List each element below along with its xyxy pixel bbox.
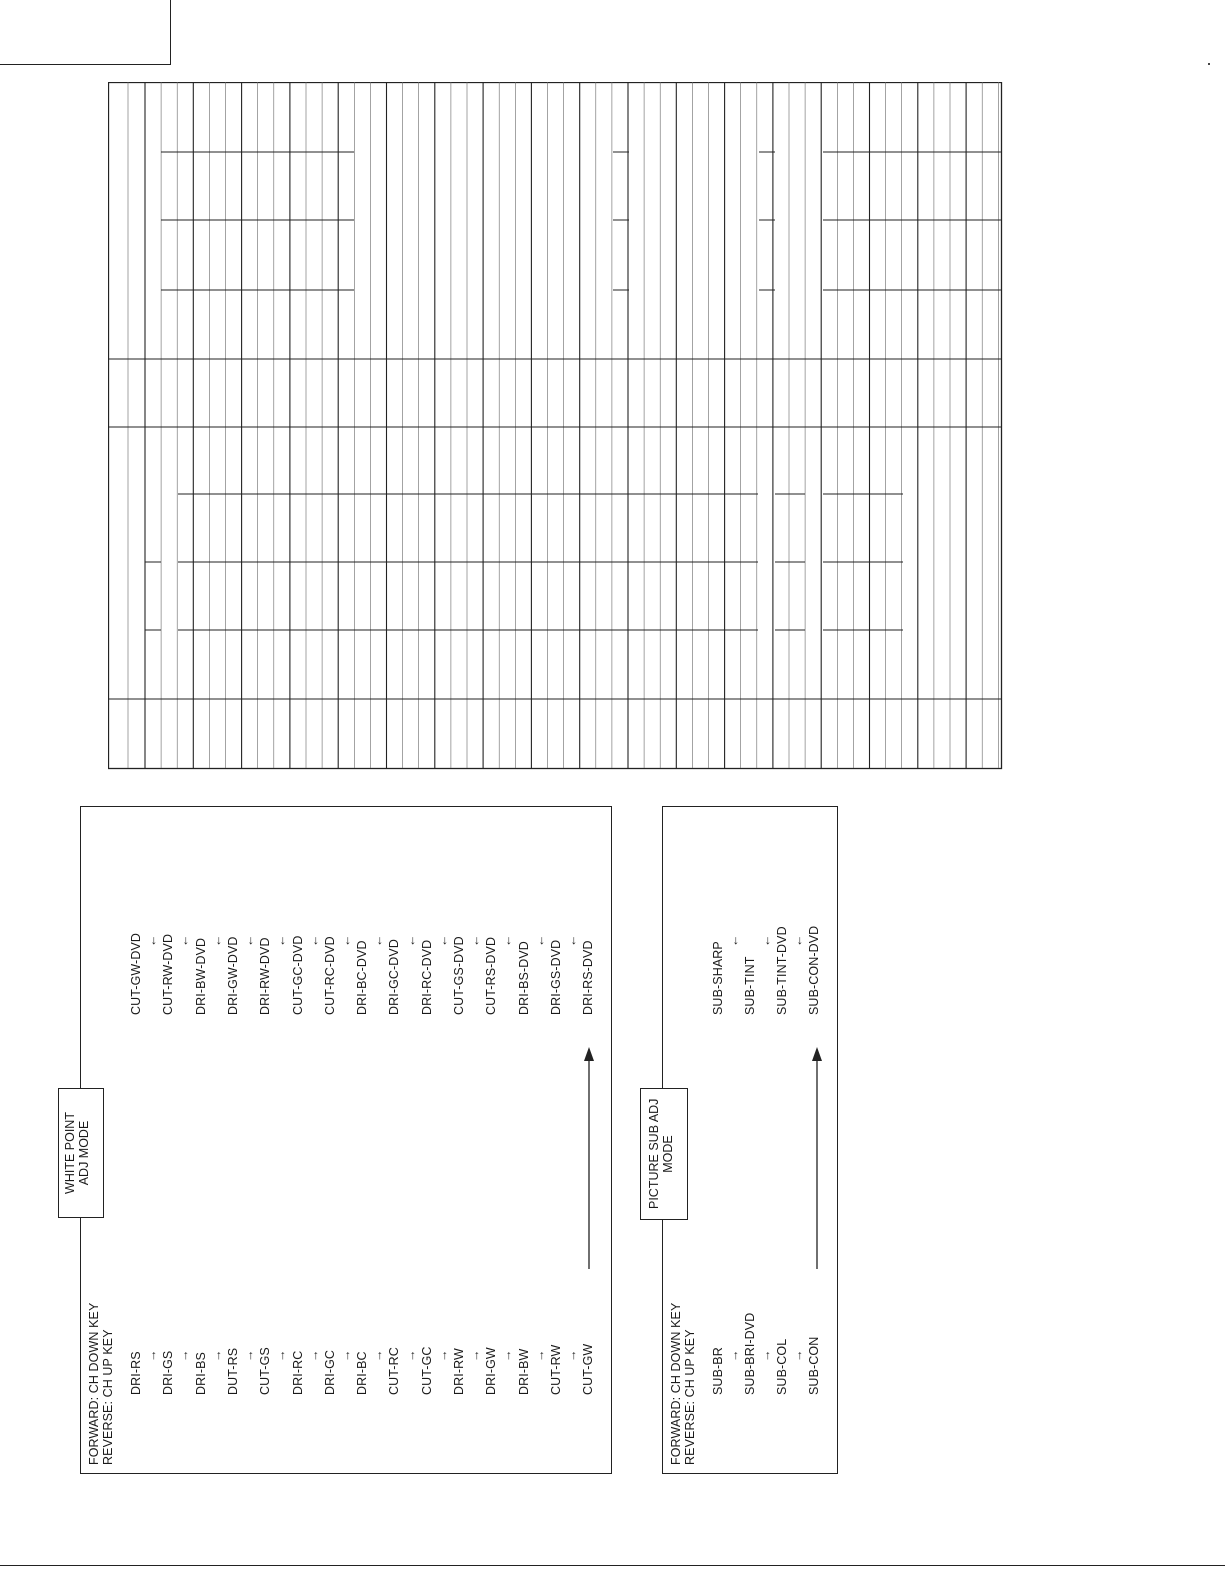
white-point-forward-item: DRI-BW [516,1348,531,1395]
white-point-forward-arrow: → [371,1349,386,1362]
white-point-forward-arrow: → [209,1349,224,1362]
white-point-forward-arrow: → [500,1349,515,1362]
white-point-return-arrow [581,1047,601,1277]
white-point-reverse-arrow: ← [565,934,580,947]
white-point-title-line1: WHITE POINT [63,1112,77,1194]
white-point-forward-item: DRI-RC [290,1350,305,1395]
white-point-forward-item: DRI-GW [484,1347,499,1395]
white-point-forward-item: CUT-RC [387,1347,402,1395]
picture-sub-reverse-arrow: ← [759,934,773,947]
white-point-panel [80,806,612,1474]
white-point-forward-item: DUT-RS [225,1347,240,1395]
white-point-forward-item: CUT-GW [581,1343,596,1395]
picture-sub-title-box [640,1088,688,1220]
white-point-forward-arrow: → [274,1349,289,1362]
white-point-reverse-arrow: ← [435,934,450,947]
white-point-forward-item: CUT-RW [548,1344,563,1395]
white-point-forward-arrow: → [338,1349,353,1362]
white-point-forward-item: DRI-GS [161,1350,176,1395]
white-point-forward-arrow: → [532,1349,547,1362]
picture-sub-panel [662,806,838,1474]
white-point-reverse-item: CUT-GC-DVD [290,935,305,1015]
picture-sub-forward-arrow: → [791,1349,805,1362]
white-point-forward-item: DRI-BC [355,1351,370,1395]
grid-frame [109,83,1002,769]
picture-sub-reverse-label: REVERSE: CH UP KEY [683,1329,697,1465]
picture-sub-forward-arrow: → [759,1349,773,1362]
white-point-reverse-label: REVERSE: CH UP KEY [101,1329,115,1465]
white-point-forward-item: DRI-RW [452,1348,466,1395]
white-point-reverse-item: DRI-GC-DVD [387,939,402,1015]
white-point-reverse-item: DRI-BS-DVD [516,941,531,1015]
white-point-reverse-arrow: ← [145,934,160,947]
picture-sub-title-line2: MODE [661,1135,675,1173]
picture-sub-title-line1: PICTURE SUB ADJ [647,1098,661,1209]
white-point-forward-item: DRI-GC [322,1349,337,1395]
picture-sub-forward-label: FORWARD: CH DOWN KEY [669,1302,683,1465]
picture-sub-forward-item: SUB-BRI-DVD [743,1312,757,1395]
adjustment-grid-svg [108,82,1008,772]
picture-sub-forward-item: SUB-COL [775,1338,789,1395]
white-point-reverse-arrow: ← [209,934,224,947]
white-point-forward-item: DRI-BS [193,1352,208,1395]
white-point-forward-item: CUT-GC [419,1346,434,1395]
white-point-forward-arrow: → [242,1349,257,1362]
white-point-forward-arrow: → [435,1349,450,1362]
white-point-reverse-item: DRI-BW-DVD [193,937,208,1015]
picture-sub-forward-arrow: → [727,1349,741,1362]
white-point-reverse-item: CUT-RW-DVD [161,933,176,1015]
white-point-reverse-arrow: ← [532,934,547,947]
white-point-reverse-arrow: ← [500,934,515,947]
white-point-forward-arrow: → [177,1349,192,1362]
white-point-reverse-arrow: ← [403,934,418,947]
white-point-reverse-item: CUT-RC-DVD [322,936,337,1015]
white-point-forward-arrow: → [403,1349,418,1362]
white-point-reverse-arrow: ← [338,934,353,947]
white-point-reverse-arrow: ← [177,934,192,947]
white-point-forward-arrow: → [468,1349,483,1362]
white-point-reverse-arrow: ← [306,934,321,947]
picture-sub-reverse-item: SUB-SHARP [711,941,725,1015]
white-point-forward-item: DRI-RS [129,1351,143,1395]
white-point-forward-item: CUT-GS [258,1347,273,1395]
white-point-forward-arrow: → [565,1349,580,1362]
white-point-reverse-item: CUT-GS-DVD [452,936,466,1015]
white-point-reverse-item: DRI-GS-DVD [548,939,563,1015]
white-point-reverse-item: DRI-BC-DVD [355,940,370,1015]
picture-sub-forward-item: SUB-BR [711,1347,725,1395]
white-point-reverse-item: DRI-RW-DVD [258,937,273,1015]
white-point-forward-arrow: → [145,1349,160,1362]
white-point-reverse-item: CUT-GW-DVD [129,932,143,1015]
white-point-title-box [58,1088,104,1218]
white-point-reverse-arrow: ← [468,934,483,947]
picture-sub-reverse-arrow: ← [727,934,741,947]
white-point-reverse-arrow: ← [371,934,386,947]
white-point-reverse-item: DRI-GW-DVD [225,936,240,1015]
picture-sub-reverse-item: SUB-TINT-DVD [775,926,789,1015]
corner-tick-mark [1208,63,1210,65]
white-point-title-line2: ADJ MODE [77,1120,91,1186]
white-point-forward-label: FORWARD: CH DOWN KEY [87,1302,101,1465]
white-point-reverse-item: CUT-RS-DVD [484,936,499,1015]
picture-sub-reverse-item: SUB-CON-DVD [807,925,821,1015]
white-point-reverse-item: DRI-RS-DVD [581,940,596,1015]
adjustment-grid [108,82,1008,777]
picture-sub-return-arrow [809,1047,829,1277]
page-bottom-rule [0,1565,1225,1566]
white-point-reverse-arrow: ← [274,934,289,947]
white-point-forward-arrow: → [306,1349,321,1362]
picture-sub-forward-item: SUB-CON [807,1336,821,1395]
white-point-reverse-arrow: ← [242,934,257,947]
corner-frame [0,0,171,65]
picture-sub-reverse-arrow: ← [791,934,805,947]
white-point-reverse-item: DRI-RC-DVD [419,939,434,1015]
picture-sub-reverse-item: SUB-TINT [743,956,757,1015]
